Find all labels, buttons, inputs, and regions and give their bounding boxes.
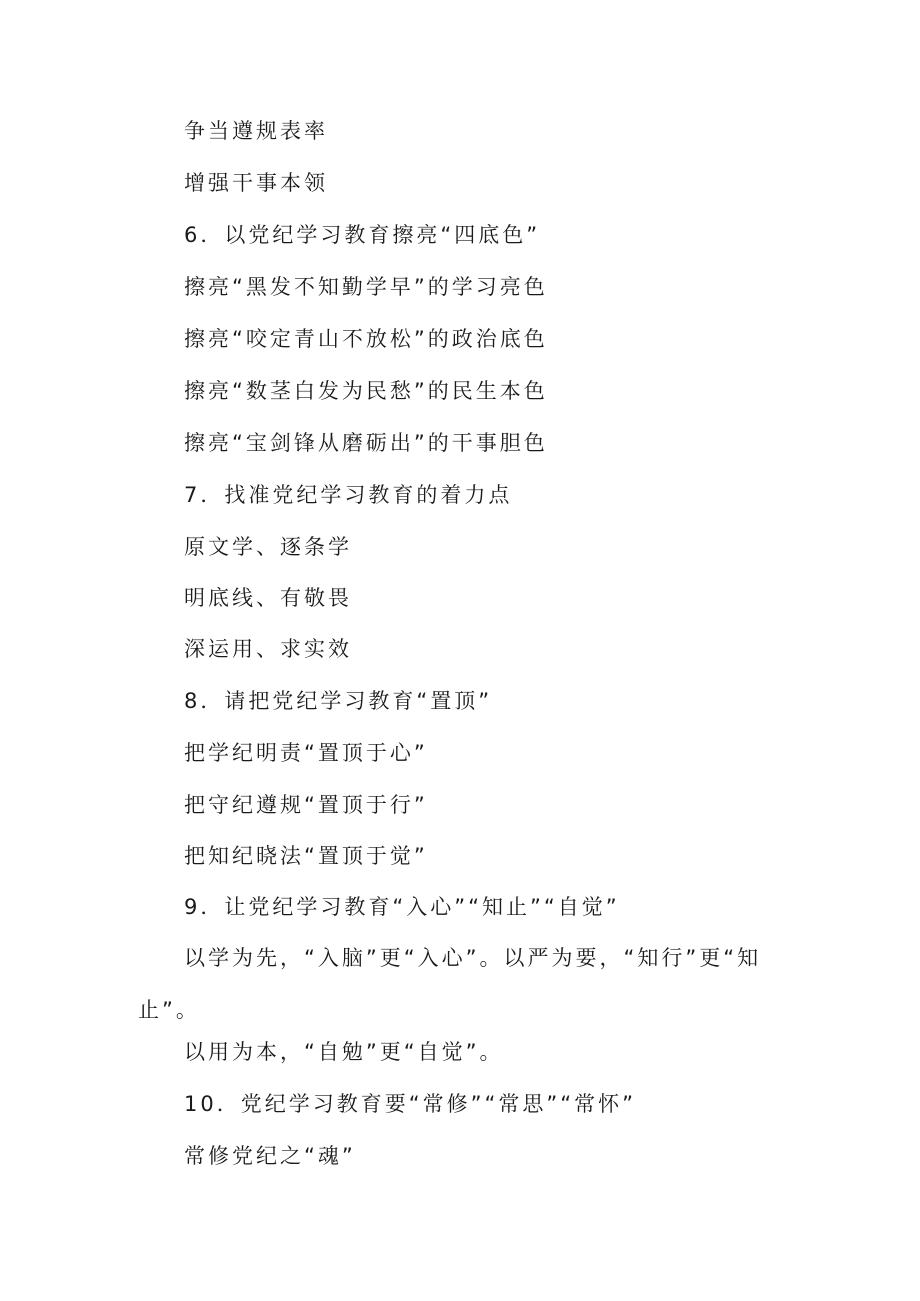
text-line: 把守纪遵规“置顶于行” — [184, 793, 428, 817]
section-heading-10: 10．党纪学习教育要“常修”“常思”“常怀” — [184, 1092, 636, 1116]
text-line: 深运用、求实效 — [184, 637, 352, 661]
text-line: 擦亮“咬定青山不放松”的政治底色 — [184, 327, 548, 351]
text-line: 增强干事本领 — [184, 171, 328, 195]
text-line: 争当遵规表率 — [184, 119, 328, 143]
text-line: 擦亮“黑发不知勤学早”的学习亮色 — [184, 275, 548, 299]
section-heading-7: 7．找准党纪学习教育的着力点 — [184, 483, 513, 507]
section-heading-9: 9．让党纪学习教育“入心”“知止”“自觉” — [184, 895, 620, 919]
paragraph: 以学为先，“入脑”更“入心”。以严为要，“知行”更“知止”。 — [138, 946, 762, 1022]
text-line: 原文学、逐条学 — [184, 535, 352, 559]
text-line: 常修党纪之“魂” — [184, 1144, 356, 1168]
text-line: 明底线、有敬畏 — [184, 586, 352, 610]
section-heading-8: 8．请把党纪学习教育“置顶” — [184, 689, 493, 713]
paragraph: 以用为本，“自勉”更“自觉”。 — [184, 1040, 504, 1064]
section-heading-6: 6．以党纪学习教育擦亮“四底色” — [184, 223, 541, 247]
text-line: 擦亮“数茎白发为民愁”的民生本色 — [184, 379, 548, 403]
text-line: 擦亮“宝剑锋从磨砺出”的干事胆色 — [184, 431, 548, 455]
text-line: 把学纪明责“置顶于心” — [184, 741, 428, 765]
text-line: 把知纪晓法“置顶于觉” — [184, 844, 428, 868]
